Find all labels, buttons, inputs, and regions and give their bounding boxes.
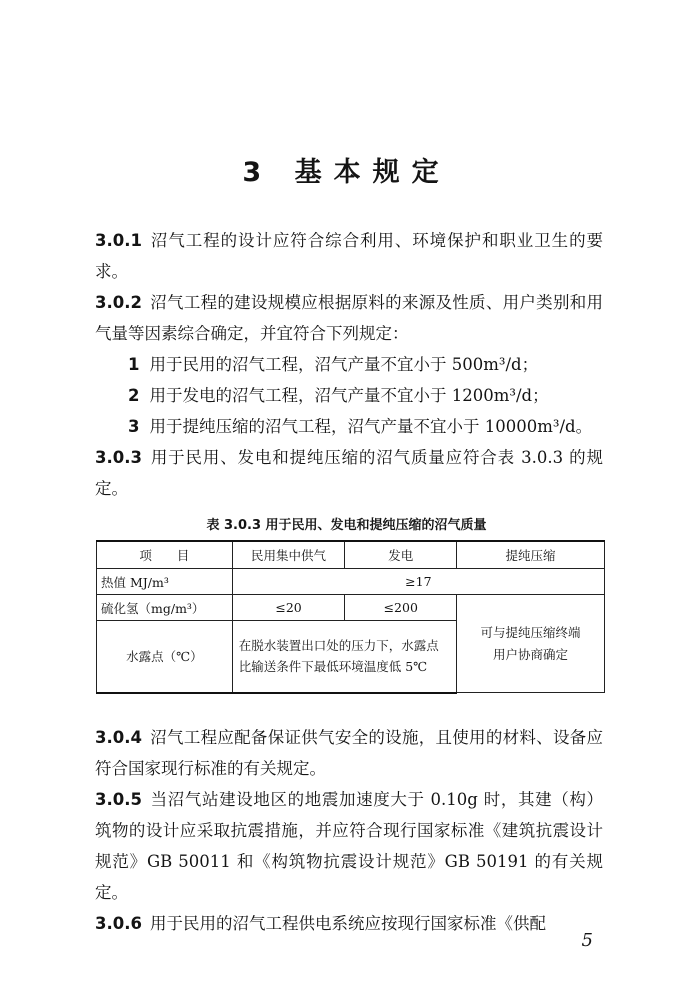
item-number: 3 <box>128 417 140 436</box>
clause-text: 用于民用的沼气工程供电系统应按现行国家标准《供配 <box>149 914 546 933</box>
page-number: 5 <box>581 930 593 951</box>
body-top <box>95 225 603 504</box>
item-number: 1 <box>128 355 140 374</box>
body-bottom <box>95 722 603 939</box>
clause-number: 3.0.1 <box>95 231 142 250</box>
row-label: 热值 MJ/m³ <box>97 569 233 595</box>
table-row-h2s <box>97 595 605 621</box>
dew-note: 在脱水装置出口处的压力下，水露点比输送条件下最低环境温度低 5℃ <box>232 621 456 693</box>
clause-3-0-4 <box>95 722 603 784</box>
clause-text: 当沼气站建设地区的地震加速度大于 0.10g 时，其建（构）筑物的设计应采取抗震措施，并应符合现行国家标准《建筑抗震设计规范》GB 50011 和《构筑物抗震设计规范》GB 50191 的有关规定。 <box>95 790 603 902</box>
clause-number: 3.0.3 <box>95 448 142 467</box>
section-title: 3 基本规定 <box>242 157 451 188</box>
purify-merged-cell <box>457 595 605 693</box>
clause-3-0-6 <box>95 908 603 939</box>
purify-note: 可与提纯压缩终端用户协商确定 <box>480 624 581 662</box>
table-row-heat <box>97 569 605 595</box>
header-civil: 民用集中供气 <box>232 541 345 569</box>
header-power: 发电 <box>345 541 457 569</box>
clause-3-0-1 <box>95 225 603 287</box>
clause-3-0-5 <box>95 784 603 908</box>
list-item <box>95 411 603 442</box>
clause-number: 3.0.5 <box>95 790 142 809</box>
row-label: 硫化氢（mg/m³） <box>97 595 233 621</box>
header-purify: 提纯压缩 <box>457 541 605 569</box>
clause-3-0-2 <box>95 287 603 349</box>
h2s-civil: ≤20 <box>232 595 345 621</box>
clause-number: 3.0.2 <box>95 293 142 312</box>
clause-number: 3.0.6 <box>95 914 142 933</box>
clause-3-0-3 <box>95 442 603 504</box>
item-text: 用于提纯压缩的沼气工程，沼气产量不宜小于 10000m³/d。 <box>149 417 593 436</box>
clause-text: 沼气工程的设计应符合综合利用、环境保护和职业卫生的要求。 <box>95 231 603 281</box>
list-item <box>95 349 603 380</box>
clause-text: 用于民用、发电和提纯压缩的沼气质量应符合表 3.0.3 的规定。 <box>95 448 603 498</box>
clause-text: 沼气工程的建设规模应根据原料的来源及性质、用户类别和用气量等因素综合确定，并宜符合下列规定： <box>95 293 603 343</box>
table-caption: 表 3.0.3 用于民用、发电和提纯压缩的沼气质量 <box>206 518 487 533</box>
clause-text: 沼气工程应配备保证供气安全的设施，且使用的材料、设备应符合国家现行标准的有关规定。 <box>95 728 603 778</box>
clause-number: 3.0.4 <box>95 728 142 747</box>
header-item: 项 目 <box>97 541 233 569</box>
row-label: 水露点（℃） <box>97 621 233 693</box>
item-number: 2 <box>128 386 140 405</box>
item-text: 用于发电的沼气工程，沼气产量不宜小于 1200m³/d； <box>149 386 549 405</box>
table-header-row <box>97 541 605 569</box>
gas-quality-table <box>96 540 605 694</box>
h2s-power: ≤200 <box>345 595 457 621</box>
list-item <box>95 380 603 411</box>
heat-value: ≥17 <box>232 569 604 595</box>
item-text: 用于民用的沼气工程，沼气产量不宜小于 500m³/d； <box>149 355 539 374</box>
